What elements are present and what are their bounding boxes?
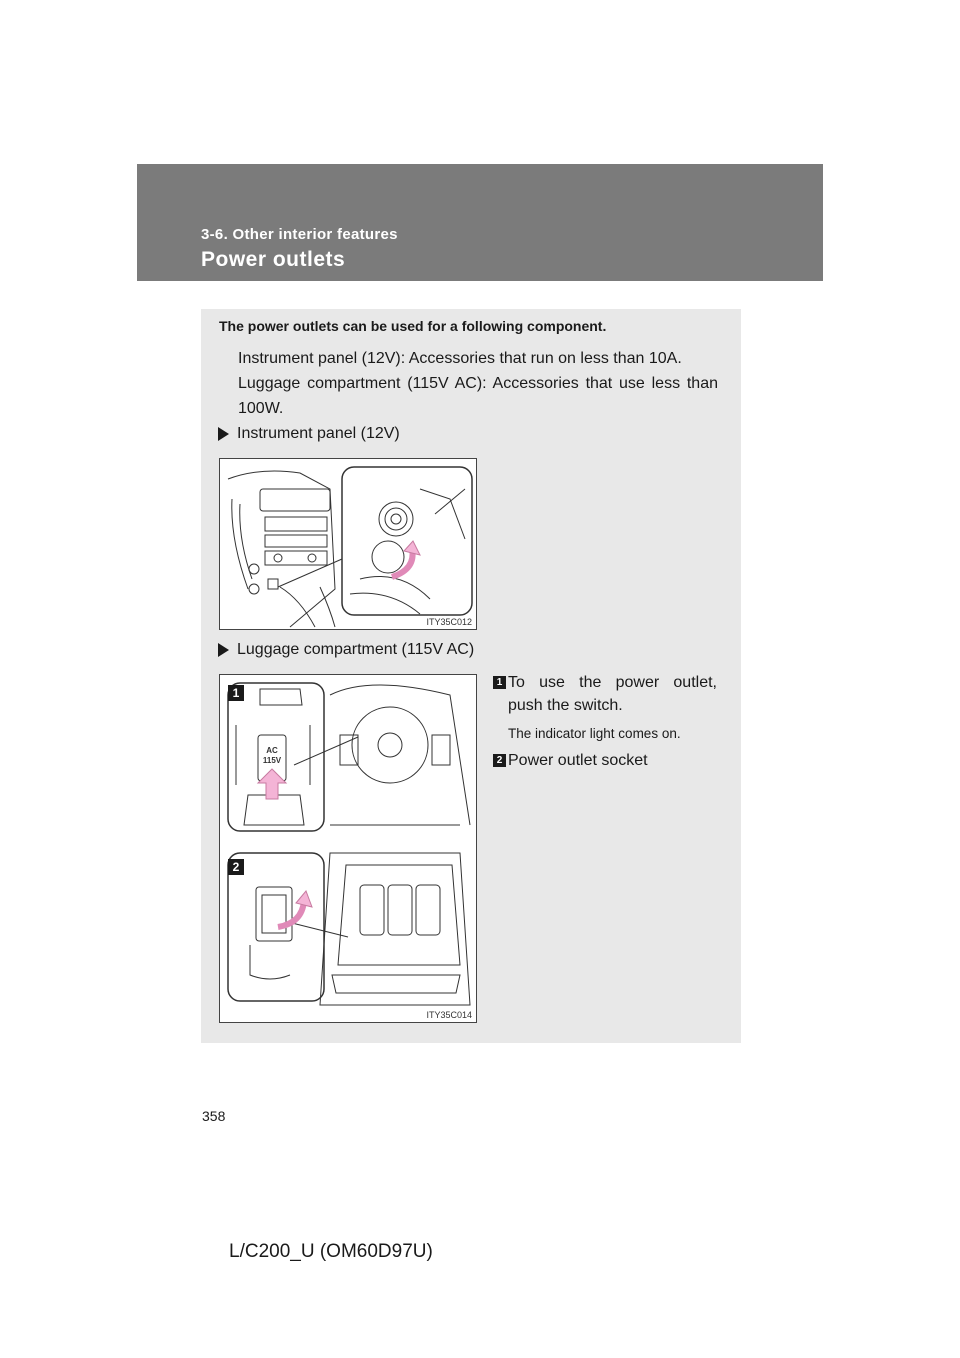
section-label: 3-6. Other interior features xyxy=(201,226,398,243)
bullet-instrument-panel xyxy=(218,425,400,443)
intro-text: The power outlets can be used for a following component. xyxy=(219,318,607,334)
triangle-bullet-icon xyxy=(218,643,229,657)
step-2-number: 2 xyxy=(493,754,506,767)
instrument-panel-description: Instrument panel (12V): Accessories that run on less than 10A. xyxy=(238,350,682,367)
figure1-code: ITY35C012 xyxy=(426,617,472,627)
luggage-compartment-illustration xyxy=(220,675,476,1022)
step-2 xyxy=(493,749,717,772)
step-1 xyxy=(493,671,717,717)
figure-label-1: 1 xyxy=(228,685,244,701)
figure-label-2: 2 xyxy=(228,859,244,875)
bullet-luggage-compartment xyxy=(218,641,474,659)
step-2-text: Power outlet socket xyxy=(508,752,648,769)
switch-label-ac: AC xyxy=(266,746,278,755)
page-title: Power outlets xyxy=(201,248,346,271)
bullet-luggage-label: Luggage compartment (115V AC) xyxy=(237,641,475,658)
step-1-text: To use the power outlet, push the switch. xyxy=(508,674,717,714)
luggage-description: Luggage compartment (115V AC): Accessories that use less than 100W. xyxy=(238,375,718,417)
luggage-compartment-figure xyxy=(219,674,477,1023)
figure2-code: ITY35C014 xyxy=(426,1010,472,1020)
step-1-number: 1 xyxy=(493,676,506,689)
content-box xyxy=(201,309,741,1043)
step-1-note: The indicator light comes on. xyxy=(508,726,681,741)
instrument-panel-illustration xyxy=(220,459,476,629)
footer-document-code: L/C200_U (OM60D97U) xyxy=(229,1241,433,1262)
header-band xyxy=(137,164,823,281)
bullet-instrument-panel-label: Instrument panel (12V) xyxy=(237,425,400,442)
switch-label-115v: 115V xyxy=(262,756,282,765)
instrument-panel-figure xyxy=(219,458,477,630)
page-number: 358 xyxy=(202,1108,226,1124)
triangle-bullet-icon xyxy=(218,427,229,441)
